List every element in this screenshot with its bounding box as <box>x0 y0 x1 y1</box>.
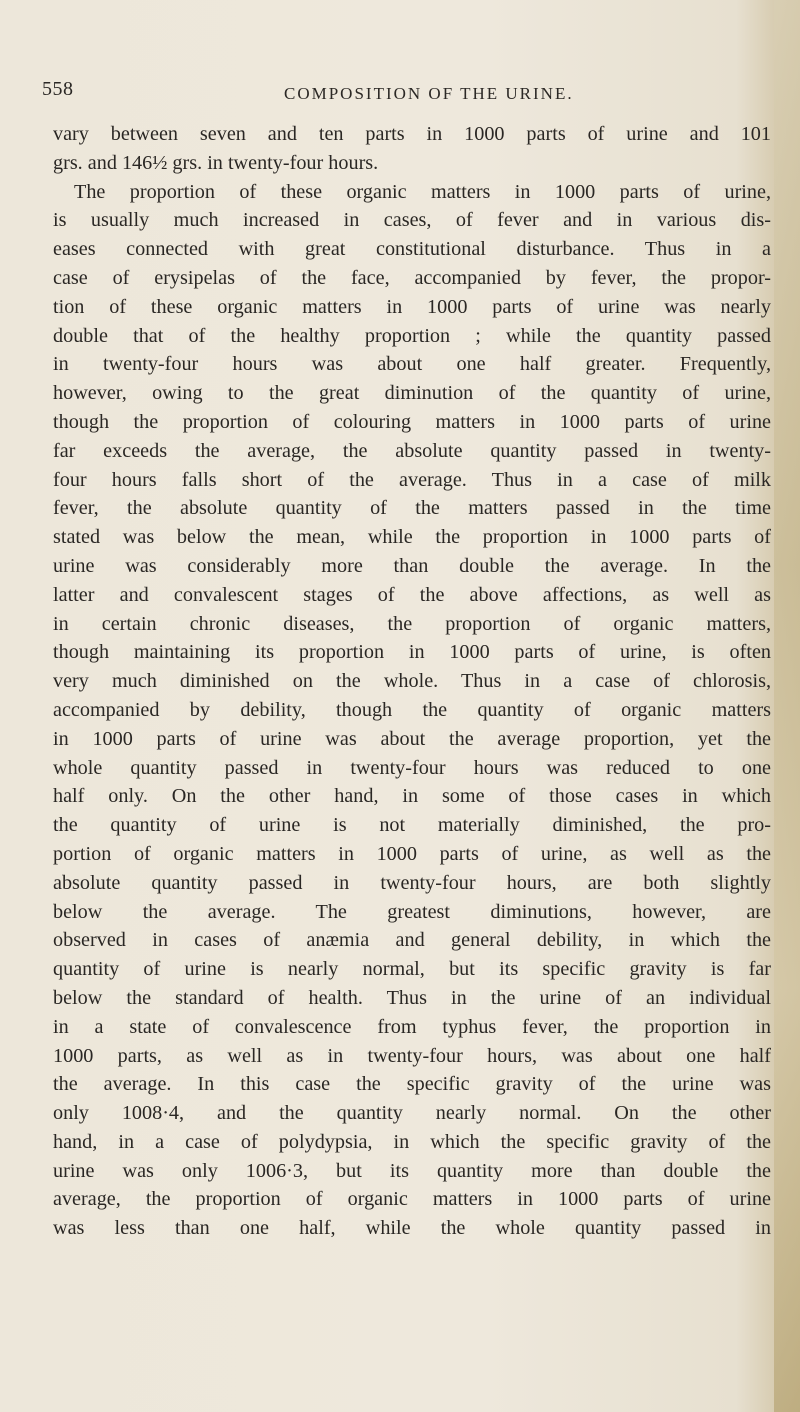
text-line: 1000 parts, as well as in twenty-four hours, was about one half <box>53 1044 771 1067</box>
text-line: in a state of convalescence from typhus fever, the proportion in <box>53 1015 771 1038</box>
text-line: urine was only 1006·3, but its quantity more than double the <box>53 1159 771 1182</box>
text-line: below the standard of health. Thus in the urine of an individual <box>53 986 771 1009</box>
text-line: double that of the healthy proportion ; while the quantity passed <box>53 324 771 347</box>
page-header <box>0 78 800 108</box>
text-line: tion of these organic matters in 1000 parts of urine was nearly <box>53 295 771 318</box>
text-line: average, the proportion of organic matters in 1000 parts of urine <box>53 1188 771 1211</box>
text-line: however, owing to the great diminution of the quantity of urine, <box>53 382 771 405</box>
text-line: urine was considerably more than double the average. In the <box>53 554 771 577</box>
text-line: four hours falls short of the average. Thus in a case of milk <box>53 468 771 491</box>
text-line: The proportion of these organic matters in 1000 parts of urine, <box>74 180 771 203</box>
text-line: latter and convalescent stages of the above affections, as well as <box>53 583 771 606</box>
text-line: absolute quantity passed in twenty-four hours, are both slightly <box>53 871 771 894</box>
text-line: the quantity of urine is not materially diminished, the pro- <box>53 814 771 837</box>
text-line: in 1000 parts of urine was about the average proportion, yet the <box>53 727 771 750</box>
text-line: quantity of urine is nearly normal, but its specific gravity is far <box>53 958 771 981</box>
text-line: below the average. The greatest diminutions, however, are <box>53 900 771 923</box>
text-line: case of erysipelas of the face, accompanied by fever, the propor- <box>53 266 771 289</box>
text-line: in twenty-four hours was about one half greater. Frequently, <box>53 353 771 376</box>
text-line: though the proportion of colouring matters in 1000 parts of urine <box>53 410 771 433</box>
text-line: only 1008·4, and the quantity nearly normal. On the other <box>53 1102 771 1125</box>
text-line: far exceeds the average, the absolute quantity passed in twenty- <box>53 439 771 462</box>
text-line: half only. On the other hand, in some of those cases in which <box>53 785 771 808</box>
text-line: very much diminished on the whole. Thus in a case of chlorosis, <box>53 670 771 693</box>
text-line: the average. In this case the specific gravity of the urine was <box>53 1073 771 1096</box>
text-line: is usually much increased in cases, of fever and in various dis- <box>53 209 771 232</box>
running-title: COMPOSITION OF THE URINE. <box>284 84 574 103</box>
text-line: eases connected with great constitutional disturbance. Thus in a <box>53 238 771 261</box>
text-line: in certain chronic diseases, the proportion of organic matters, <box>53 612 771 635</box>
text-line: fever, the absolute quantity of the matters passed in the time <box>53 497 771 520</box>
text-line: stated was below the mean, while the proportion in 1000 parts of <box>53 526 771 549</box>
text-line: grs. and 146½ grs. in twenty-four hours. <box>53 151 379 174</box>
text-line: portion of organic matters in 1000 parts of urine, as well as the <box>53 842 771 865</box>
body-text <box>53 120 771 1243</box>
text-line: though maintaining its proportion in 1000 parts of urine, is often <box>53 641 771 664</box>
text-line: hand, in a case of polydypsia, in which the specific gravity of the <box>53 1130 771 1153</box>
text-line: vary between seven and ten parts in 1000 parts of urine and 101 <box>53 123 771 145</box>
text-line: accompanied by debility, though the quantity of organic matters <box>53 698 771 721</box>
text-line: whole quantity passed in twenty-four hours was reduced to one <box>53 756 771 779</box>
page-edge-stain <box>774 0 800 1412</box>
text-line: observed in cases of anæmia and general debility, in which the <box>53 929 771 952</box>
page-number: 558 <box>42 78 74 100</box>
text-line: was less than one half, while the whole quantity passed in <box>53 1217 771 1240</box>
